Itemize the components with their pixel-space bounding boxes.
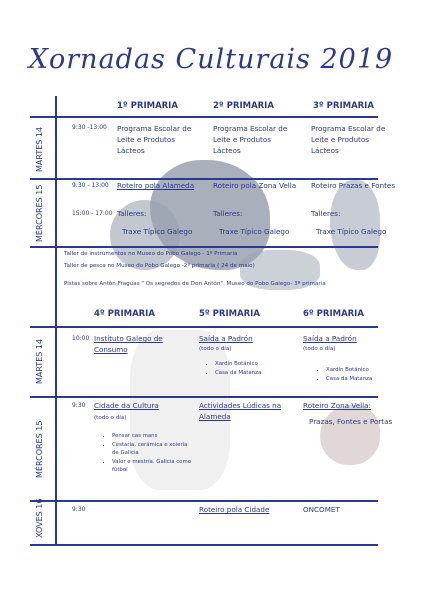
traxe-label: Traxe Típico Galego <box>219 227 290 236</box>
activity-cell: Saída a Padrón <box>303 334 357 343</box>
decorative-stain <box>330 180 380 270</box>
activity-cell: Actividades Lúdicas na Alameda <box>199 401 282 421</box>
table-vertical-line <box>55 96 57 326</box>
column-header-1: 1º PRIMARIA <box>117 101 178 111</box>
list-item: • Cestaría, cerámica e xoiería de Galicia <box>112 441 192 458</box>
activity-cell: Programa Escolar de Leite e Produtos Lácteos <box>117 124 192 155</box>
day-label-martes: MARTES 14 <box>35 338 44 384</box>
activity-cell: Roteiro Zona Vella: <box>303 401 371 410</box>
note-line: Taller de instrumentos no Museo do Pobo Galego - 1º Primaria <box>64 251 238 257</box>
table-line <box>30 326 378 328</box>
list-item: • Xardín Botánico <box>215 360 261 369</box>
table-line <box>30 246 378 248</box>
note-line: Taller de pesca no Museo do Pobo Galego -2º primaria ( 24 de maio) <box>64 263 255 269</box>
activity-cell: Roteiro Prazas e Fontes <box>311 181 396 190</box>
activity-subtitle: (todo o día) <box>303 346 336 352</box>
activity-list <box>205 360 261 377</box>
day-label-xoves: XOVES 16 <box>35 498 44 538</box>
traxe-label: Traxe Típico Galego <box>316 227 387 236</box>
time-label: 10:00 <box>72 335 90 342</box>
list-item: • Casa da Matanza <box>326 375 372 384</box>
time-label: 9:30 <box>72 402 86 409</box>
day-label-martes: MARTES 14 <box>35 126 44 172</box>
table-line <box>30 396 378 398</box>
list-item: • Pensar cas mans <box>112 432 192 441</box>
page-title: Xornadas Culturais 2019 <box>28 44 394 75</box>
talleres-label: Talleres: <box>213 209 243 218</box>
time-label: 9:30 -13:00 <box>72 124 107 131</box>
activity-cell: ONCOMET <box>303 505 340 514</box>
talleres-label: Talleres: <box>117 209 147 218</box>
day-label-mercores: MÉRCORES 15 <box>35 420 44 478</box>
decorative-stain <box>320 405 380 465</box>
time-label: 9:30 - 13:00 <box>72 182 109 189</box>
day-label-mercores: MÉRCORES 15 <box>35 184 44 242</box>
activity-subtitle: (todo o día) <box>199 346 232 352</box>
list-item: • Casa da Matanza <box>215 369 261 378</box>
column-header-5: 5º PRIMARIA <box>199 309 260 319</box>
list-item: • Valor e mestría. Galicia como fútbol <box>112 458 192 475</box>
activity-cell: Saída a Padrón <box>199 334 253 343</box>
note-line: Pistas sobre Antón Fraguas " Os segredos de Don Antón". Museo do Pobo Galego- 3º primaria <box>64 281 326 287</box>
table-line <box>30 544 378 546</box>
column-header-2: 2º PRIMARIA <box>213 101 274 111</box>
activity-cell: Cidade da Cultura <box>94 401 159 410</box>
list-item: • Xardín Botánico <box>326 366 372 375</box>
table-line <box>30 500 378 502</box>
activity-cell: Roteiro pola Zona Vella <box>213 181 297 190</box>
time-label: 15:00 - 17:00 <box>72 210 113 217</box>
traxe-label: Traxe Típico Galego <box>122 227 193 236</box>
column-header-3: 3º PRIMARIA <box>313 101 374 111</box>
talleres-label: Talleres: <box>311 209 341 218</box>
activity-list <box>316 366 372 383</box>
activity-cell: Programa Escolar de Leite e Produtos Lácteos <box>311 124 386 155</box>
activity-cell: Roteiro pola Alameda <box>117 181 195 190</box>
column-header-6: 6º PRIMARIA <box>303 309 364 319</box>
activity-cell: Instituto Galego de Consumo <box>94 334 163 354</box>
activity-cell: Prazas, Fontes e Portas <box>309 417 393 426</box>
table-line <box>30 116 378 118</box>
time-label: 9:30 <box>72 506 86 513</box>
activity-subtitle: (todo o día) <box>94 415 127 421</box>
table-vertical-line <box>55 326 57 544</box>
activity-cell: Programa Escolar de Leite e Produtos Lácteos <box>213 124 288 155</box>
activity-list <box>102 432 192 475</box>
column-header-4: 4º PRIMARIA <box>94 309 155 319</box>
activity-cell: Roteiro pola Cidade <box>199 505 270 514</box>
